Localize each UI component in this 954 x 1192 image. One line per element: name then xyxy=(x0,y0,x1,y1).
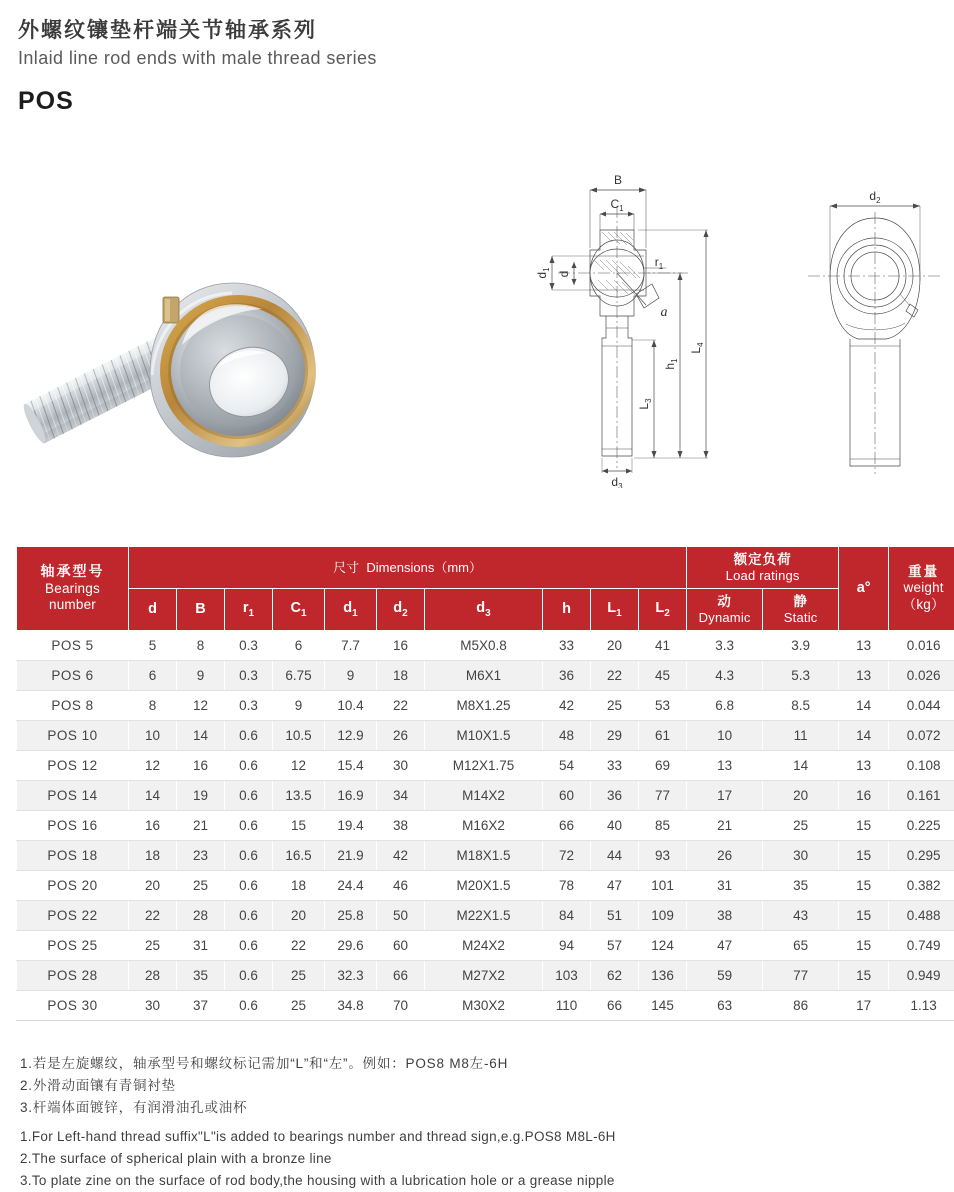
cell-l2: 61 xyxy=(639,721,687,751)
cell-d2: 34 xyxy=(377,781,425,811)
cell-d3: M12X1.75 xyxy=(425,751,543,781)
cell-static: 35 xyxy=(763,871,839,901)
table-row xyxy=(17,871,954,901)
cell-bearings-number: POS 12 xyxy=(17,751,129,781)
dim-label-d3: $d_3$ xyxy=(611,475,623,488)
cell-a-: 14 xyxy=(839,691,889,721)
note-en-1: 1.For Left-hand thread suffix"L"is added to bearings number and thread sign,e.g.POS8 M8L-6H xyxy=(20,1126,930,1148)
cell-d2: 42 xyxy=(377,841,425,871)
header-weight-cn: 重量 xyxy=(889,564,954,580)
cell-bearings-number: POS 16 xyxy=(17,811,129,841)
specifications-table-container xyxy=(16,546,938,1021)
cell-d3: M22X1.5 xyxy=(425,901,543,931)
front-view-svg xyxy=(528,168,738,488)
note-cn-2: 2.外滑动面镶有青铜衬垫 xyxy=(20,1075,920,1097)
cell-l1: 22 xyxy=(591,661,639,691)
cell-c1: 10.5 xyxy=(273,721,325,751)
cell-dynamic: 59 xyxy=(687,961,763,991)
sym-d2-sub: 2 xyxy=(402,607,408,618)
cell-b: 23 xyxy=(177,841,225,871)
cell-d: 14 xyxy=(129,781,177,811)
cell-b: 9 xyxy=(177,661,225,691)
cell-b: 31 xyxy=(177,931,225,961)
cell-c1: 6 xyxy=(273,631,325,661)
header-col-d2 xyxy=(377,589,425,631)
cell-d2: 30 xyxy=(377,751,425,781)
header-col-C1 xyxy=(273,589,325,631)
header-col-static xyxy=(763,589,839,631)
note-en-3: 3.To plate zine on the surface of rod body,the housing with a lubrication hole or a grease nipple xyxy=(20,1170,930,1192)
cell-bearings-number: POS 28 xyxy=(17,961,129,991)
cell-c1: 18 xyxy=(273,871,325,901)
cell-r1: 0.6 xyxy=(225,871,273,901)
cell-weight-kg-: 0.949 xyxy=(889,961,954,991)
cell-a-: 15 xyxy=(839,841,889,871)
cell-static: 3.9 xyxy=(763,631,839,661)
cell-d2: 16 xyxy=(377,631,425,661)
cell-r1: 0.6 xyxy=(225,751,273,781)
cell-l1: 33 xyxy=(591,751,639,781)
cell-bearings-number: POS 22 xyxy=(17,901,129,931)
cell-d3: M14X2 xyxy=(425,781,543,811)
technical-drawing-front-view xyxy=(528,168,738,493)
cell-bearings-number: POS 5 xyxy=(17,631,129,661)
dim-label-a: a xyxy=(661,305,668,320)
cell-b: 35 xyxy=(177,961,225,991)
cell-h: 103 xyxy=(543,961,591,991)
header-weight-unit: （kg） xyxy=(889,597,954,614)
cell-c1: 6.75 xyxy=(273,661,325,691)
header-load-ratings-group xyxy=(687,547,839,589)
cell-dynamic: 6.8 xyxy=(687,691,763,721)
cell-bearings-number: POS 30 xyxy=(17,991,129,1021)
cell-d3: M20X1.5 xyxy=(425,871,543,901)
cell-d3: M30X2 xyxy=(425,991,543,1021)
cell-d3: M6X1 xyxy=(425,661,543,691)
cell-weight-kg-: 0.072 xyxy=(889,721,954,751)
cell-weight-kg-: 1.13 xyxy=(889,991,954,1021)
cell-d1: 10.4 xyxy=(325,691,377,721)
header-col-d1 xyxy=(325,589,377,631)
cell-r1: 0.6 xyxy=(225,841,273,871)
cell-a-: 13 xyxy=(839,661,889,691)
table-body xyxy=(17,631,954,1021)
cell-a-: 15 xyxy=(839,931,889,961)
table-row xyxy=(17,691,954,721)
cell-d1: 12.9 xyxy=(325,721,377,751)
table-row xyxy=(17,631,954,661)
page-title-chinese: 外螺纹镶垫杆端关节轴承系列 xyxy=(18,18,718,44)
cell-d1: 15.4 xyxy=(325,751,377,781)
cell-a-: 13 xyxy=(839,751,889,781)
cell-l1: 20 xyxy=(591,631,639,661)
cell-d: 18 xyxy=(129,841,177,871)
cell-d3: M5X0.8 xyxy=(425,631,543,661)
cell-l2: 145 xyxy=(639,991,687,1021)
table-row xyxy=(17,841,954,871)
cell-bearings-number: POS 14 xyxy=(17,781,129,811)
cell-static: 8.5 xyxy=(763,691,839,721)
cell-bearings-number: POS 18 xyxy=(17,841,129,871)
dim-label-h1: $h_1$ xyxy=(663,358,679,370)
cell-l1: 25 xyxy=(591,691,639,721)
header-col-h xyxy=(543,589,591,631)
cell-a-: 15 xyxy=(839,961,889,991)
cell-static: 5.3 xyxy=(763,661,839,691)
cell-l1: 40 xyxy=(591,811,639,841)
cell-dynamic: 31 xyxy=(687,871,763,901)
cell-l2: 41 xyxy=(639,631,687,661)
cell-b: 25 xyxy=(177,871,225,901)
table-row xyxy=(17,661,954,691)
cell-dynamic: 4.3 xyxy=(687,661,763,691)
table-row xyxy=(17,901,954,931)
cell-d2: 70 xyxy=(377,991,425,1021)
cell-c1: 20 xyxy=(273,901,325,931)
cell-static: 11 xyxy=(763,721,839,751)
sym-d3-base: d xyxy=(476,600,485,616)
cell-dynamic: 10 xyxy=(687,721,763,751)
cell-l2: 69 xyxy=(639,751,687,781)
header-load-ratings-en: Load ratings xyxy=(687,568,838,584)
cell-static: 77 xyxy=(763,961,839,991)
header-bearings-number-en2: number xyxy=(17,597,128,614)
cell-b: 19 xyxy=(177,781,225,811)
page-header xyxy=(18,18,718,116)
cell-bearings-number: POS 8 xyxy=(17,691,129,721)
sym-d: d xyxy=(148,601,157,617)
cell-d3: M8X1.25 xyxy=(425,691,543,721)
cell-h: 110 xyxy=(543,991,591,1021)
sym-d1-base: d xyxy=(343,600,352,616)
sym-C1-sub: 1 xyxy=(301,607,307,618)
cell-h: 48 xyxy=(543,721,591,751)
header-dimensions-group xyxy=(129,547,687,589)
cell-l2: 85 xyxy=(639,811,687,841)
table-header-row-groups xyxy=(17,547,954,589)
header-col-d xyxy=(129,589,177,631)
cell-b: 14 xyxy=(177,721,225,751)
cell-r1: 0.6 xyxy=(225,811,273,841)
cell-dynamic: 17 xyxy=(687,781,763,811)
cell-d: 20 xyxy=(129,871,177,901)
cell-r1: 0.6 xyxy=(225,721,273,751)
header-col-d3 xyxy=(425,589,543,631)
table-row xyxy=(17,781,954,811)
notes-chinese xyxy=(20,1053,920,1119)
header-bearings-number xyxy=(17,547,129,631)
cell-d3: M27X2 xyxy=(425,961,543,991)
cell-b: 16 xyxy=(177,751,225,781)
cell-h: 60 xyxy=(543,781,591,811)
cell-d1: 19.4 xyxy=(325,811,377,841)
cell-b: 21 xyxy=(177,811,225,841)
cell-weight-kg-: 0.382 xyxy=(889,871,954,901)
table-row xyxy=(17,991,954,1021)
cell-r1: 0.3 xyxy=(225,691,273,721)
sym-static-cn: 静 xyxy=(763,594,838,610)
note-en-2: 2.The surface of spherical plain with a bronze line xyxy=(20,1148,930,1170)
cell-d2: 18 xyxy=(377,661,425,691)
cell-r1: 0.6 xyxy=(225,991,273,1021)
header-col-L2 xyxy=(639,589,687,631)
cell-static: 30 xyxy=(763,841,839,871)
dim-label-L4: $L_4$ xyxy=(689,342,705,354)
cell-r1: 0.6 xyxy=(225,781,273,811)
cell-d1: 32.3 xyxy=(325,961,377,991)
cell-l1: 36 xyxy=(591,781,639,811)
cell-r1: 0.6 xyxy=(225,931,273,961)
cell-h: 84 xyxy=(543,901,591,931)
cell-h: 72 xyxy=(543,841,591,871)
series-code: POS xyxy=(18,87,718,116)
cell-dynamic: 47 xyxy=(687,931,763,961)
cell-d1: 25.8 xyxy=(325,901,377,931)
cell-weight-kg-: 0.225 xyxy=(889,811,954,841)
dim-label-B: B xyxy=(614,173,622,187)
cell-d1: 16.9 xyxy=(325,781,377,811)
cell-d3: M10X1.5 xyxy=(425,721,543,751)
header-col-B xyxy=(177,589,225,631)
header-col-dynamic xyxy=(687,589,763,631)
cell-d2: 60 xyxy=(377,931,425,961)
sym-h: h xyxy=(562,601,571,617)
cell-d2: 26 xyxy=(377,721,425,751)
cell-weight-kg-: 0.161 xyxy=(889,781,954,811)
cell-static: 65 xyxy=(763,931,839,961)
cell-r1: 0.3 xyxy=(225,661,273,691)
cell-c1: 22 xyxy=(273,931,325,961)
cell-d: 22 xyxy=(129,901,177,931)
page-title-english: Inlaid line rod ends with male thread series xyxy=(18,46,718,70)
technical-drawing-side-view xyxy=(788,176,948,481)
cell-d: 16 xyxy=(129,811,177,841)
cell-d1: 9 xyxy=(325,661,377,691)
header-angle-label: a° xyxy=(857,580,871,596)
cell-d: 25 xyxy=(129,931,177,961)
sym-L1-sub: 1 xyxy=(616,607,622,618)
cell-c1: 13.5 xyxy=(273,781,325,811)
dim-label-C1: $C_1$ xyxy=(610,197,624,213)
cell-bearings-number: POS 20 xyxy=(17,871,129,901)
cell-weight-kg-: 0.044 xyxy=(889,691,954,721)
table-row xyxy=(17,961,954,991)
header-bearings-number-en: Bearings xyxy=(17,581,128,598)
header-col-L1 xyxy=(591,589,639,631)
cell-d: 12 xyxy=(129,751,177,781)
cell-d: 10 xyxy=(129,721,177,751)
cell-dynamic: 26 xyxy=(687,841,763,871)
cell-dynamic: 38 xyxy=(687,901,763,931)
cell-weight-kg-: 0.488 xyxy=(889,901,954,931)
cell-l2: 45 xyxy=(639,661,687,691)
cell-l1: 47 xyxy=(591,871,639,901)
cell-d3: M16X2 xyxy=(425,811,543,841)
sym-L1-base: L xyxy=(607,600,616,616)
sym-B: B xyxy=(195,601,205,617)
cell-d1: 29.6 xyxy=(325,931,377,961)
side-view-svg xyxy=(788,176,948,476)
cell-l2: 109 xyxy=(639,901,687,931)
cell-static: 20 xyxy=(763,781,839,811)
cell-l2: 93 xyxy=(639,841,687,871)
cell-static: 43 xyxy=(763,901,839,931)
cell-d: 28 xyxy=(129,961,177,991)
cell-d: 8 xyxy=(129,691,177,721)
table-row xyxy=(17,931,954,961)
cell-c1: 9 xyxy=(273,691,325,721)
table-header xyxy=(17,547,954,631)
header-weight-en: weight xyxy=(889,580,954,597)
dim-label-d2: $d_2$ xyxy=(869,189,881,205)
cell-d: 30 xyxy=(129,991,177,1021)
sym-C1-base: C xyxy=(290,600,300,616)
cell-h: 33 xyxy=(543,631,591,661)
cell-r1: 0.3 xyxy=(225,631,273,661)
sym-d1-sub: 1 xyxy=(352,607,358,618)
sym-L2-sub: 2 xyxy=(664,607,670,618)
cell-h: 94 xyxy=(543,931,591,961)
table-row xyxy=(17,751,954,781)
sym-r1-sub: 1 xyxy=(249,607,255,618)
cell-l1: 44 xyxy=(591,841,639,871)
cell-d1: 24.4 xyxy=(325,871,377,901)
header-load-ratings-cn: 额定负荷 xyxy=(687,552,838,568)
specifications-table xyxy=(16,546,954,1021)
sym-d3-sub: 3 xyxy=(485,607,491,618)
sym-static-en: Static xyxy=(763,610,838,626)
cell-b: 8 xyxy=(177,631,225,661)
cell-h: 36 xyxy=(543,661,591,691)
sym-dynamic-cn: 动 xyxy=(687,594,762,610)
sym-d2-base: d xyxy=(393,600,402,616)
cell-b: 37 xyxy=(177,991,225,1021)
dim-label-d: d xyxy=(557,271,571,278)
product-photo xyxy=(0,225,320,465)
header-bearings-number-cn: 轴承型号 xyxy=(17,563,128,580)
cell-dynamic: 3.3 xyxy=(687,631,763,661)
dim-label-L3: $L_3$ xyxy=(637,398,653,410)
cell-d3: M18X1.5 xyxy=(425,841,543,871)
cell-d2: 46 xyxy=(377,871,425,901)
cell-weight-kg-: 0.026 xyxy=(889,661,954,691)
cell-l1: 29 xyxy=(591,721,639,751)
cell-l2: 124 xyxy=(639,931,687,961)
cell-static: 86 xyxy=(763,991,839,1021)
cell-h: 54 xyxy=(543,751,591,781)
cell-static: 25 xyxy=(763,811,839,841)
cell-d3: M24X2 xyxy=(425,931,543,961)
cell-bearings-number: POS 10 xyxy=(17,721,129,751)
cell-a-: 15 xyxy=(839,811,889,841)
cell-h: 78 xyxy=(543,871,591,901)
header-dimensions-cn: 尺寸 xyxy=(333,560,359,575)
cell-a-: 15 xyxy=(839,901,889,931)
table-row xyxy=(17,811,954,841)
cell-r1: 0.6 xyxy=(225,961,273,991)
table-row xyxy=(17,721,954,751)
cell-a-: 15 xyxy=(839,871,889,901)
cell-r1: 0.6 xyxy=(225,901,273,931)
cell-weight-kg-: 0.749 xyxy=(889,931,954,961)
cell-c1: 12 xyxy=(273,751,325,781)
sym-L2-base: L xyxy=(655,600,664,616)
cell-dynamic: 21 xyxy=(687,811,763,841)
cell-d2: 22 xyxy=(377,691,425,721)
notes-english xyxy=(20,1126,930,1192)
table-header-row-symbols xyxy=(17,589,954,631)
cell-weight-kg-: 0.016 xyxy=(889,631,954,661)
cell-bearings-number: POS 25 xyxy=(17,931,129,961)
cell-a-: 16 xyxy=(839,781,889,811)
sym-dynamic-en: Dynamic xyxy=(687,610,762,626)
cell-l2: 77 xyxy=(639,781,687,811)
cell-static: 14 xyxy=(763,751,839,781)
cell-dynamic: 13 xyxy=(687,751,763,781)
cell-c1: 16.5 xyxy=(273,841,325,871)
cell-b: 12 xyxy=(177,691,225,721)
dim-label-r1: $r_1$ xyxy=(655,255,664,271)
note-cn-3: 3.杆端体面镀锌，有润滑油孔或油杯 xyxy=(20,1097,920,1119)
cell-weight-kg-: 0.295 xyxy=(889,841,954,871)
cell-d2: 38 xyxy=(377,811,425,841)
header-col-r1 xyxy=(225,589,273,631)
sym-r1-base: r xyxy=(243,600,249,616)
cell-l1: 62 xyxy=(591,961,639,991)
cell-l1: 66 xyxy=(591,991,639,1021)
cell-d2: 50 xyxy=(377,901,425,931)
cell-dynamic: 63 xyxy=(687,991,763,1021)
cell-l1: 57 xyxy=(591,931,639,961)
cell-l2: 53 xyxy=(639,691,687,721)
cell-h: 42 xyxy=(543,691,591,721)
cell-c1: 25 xyxy=(273,961,325,991)
cell-d: 5 xyxy=(129,631,177,661)
cell-c1: 25 xyxy=(273,991,325,1021)
cell-d: 6 xyxy=(129,661,177,691)
header-weight xyxy=(889,547,954,631)
note-cn-1: 1.若是左旋螺纹，轴承型号和螺纹标记需加“L”和“左”。例如：POS8 M8左-6H xyxy=(20,1053,920,1075)
cell-d1: 21.9 xyxy=(325,841,377,871)
cell-a-: 17 xyxy=(839,991,889,1021)
cell-b: 28 xyxy=(177,901,225,931)
header-angle xyxy=(839,547,889,631)
cell-bearings-number: POS 6 xyxy=(17,661,129,691)
cell-d2: 66 xyxy=(377,961,425,991)
cell-l2: 136 xyxy=(639,961,687,991)
cell-c1: 15 xyxy=(273,811,325,841)
rod-end-bearing-photo xyxy=(0,225,320,465)
cell-l2: 101 xyxy=(639,871,687,901)
dim-label-d1: $d_1$ xyxy=(535,267,551,279)
header-dimensions-en: Dimensions（mm） xyxy=(366,560,482,575)
cell-l1: 51 xyxy=(591,901,639,931)
cell-d1: 7.7 xyxy=(325,631,377,661)
cell-weight-kg-: 0.108 xyxy=(889,751,954,781)
cell-a-: 13 xyxy=(839,631,889,661)
cell-h: 66 xyxy=(543,811,591,841)
cell-a-: 14 xyxy=(839,721,889,751)
cell-d1: 34.8 xyxy=(325,991,377,1021)
